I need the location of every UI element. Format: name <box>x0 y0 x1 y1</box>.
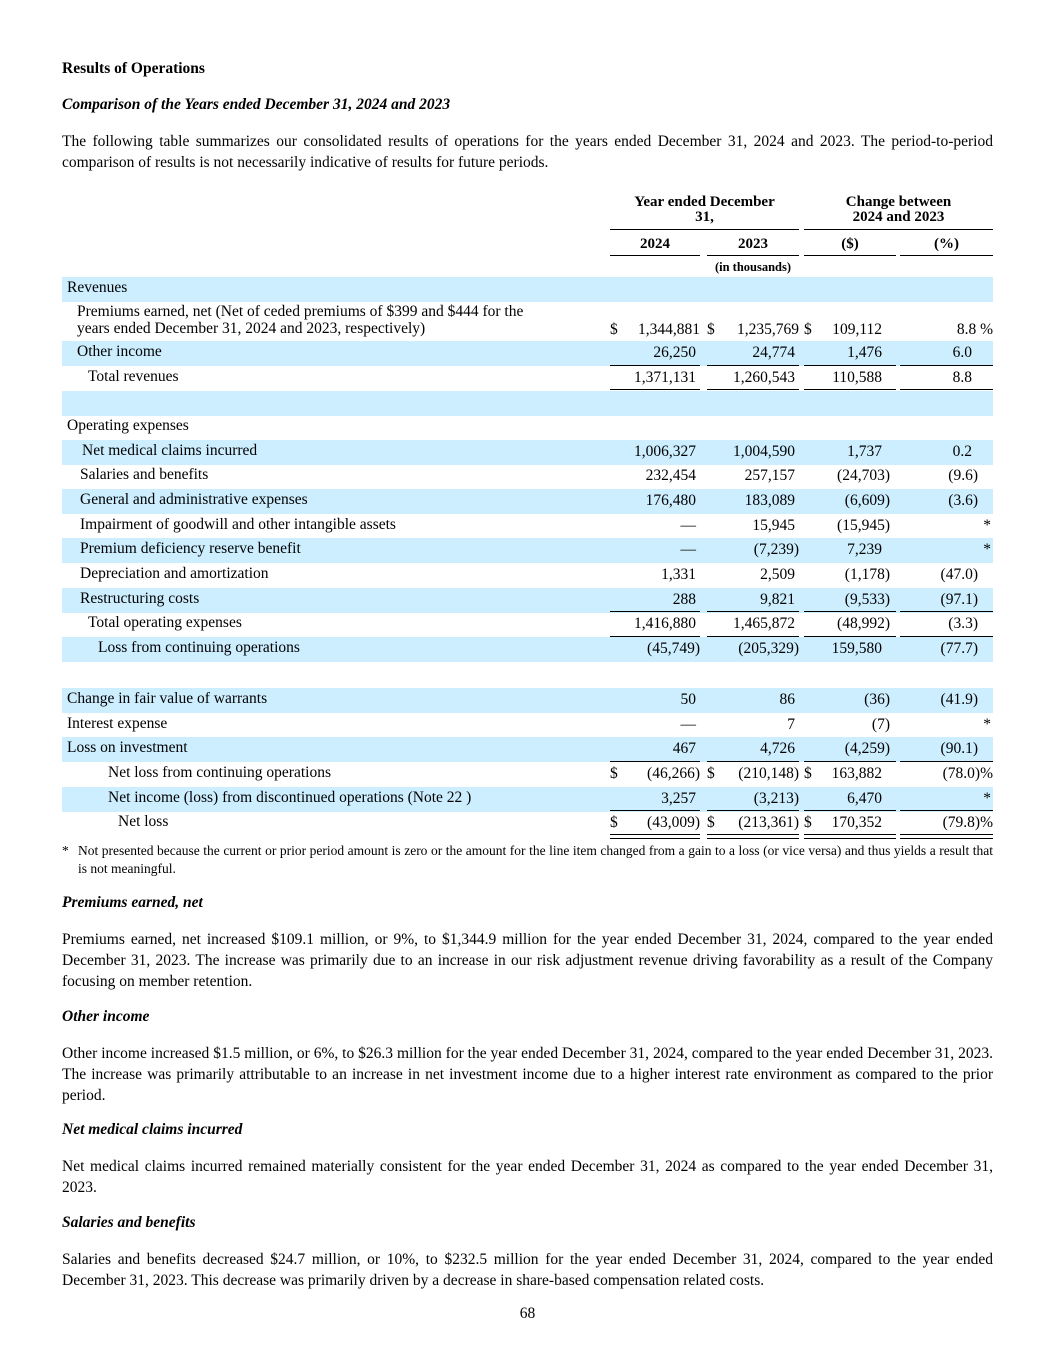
table-row-total-revenues <box>62 366 993 391</box>
section-body-premiums: Premiums earned, net increased $109.1 million, or 9%, to $1,344.9 million for the year ended December 31, 2024, compared to the year ended December 31, 2023. The increase was primarily due to an increase in our risk adjustment revenue driving favorability as a result of the Company focusing on member retention. <box>62 931 993 990</box>
table-row-impairment <box>62 514 993 539</box>
section-body-other-income: Other income increased $1.5 million, or 6%, to $26.3 million for the year ended December 31, 2024, compared to the year ended December 31, 2023. The increase was primarily attributable to an increase in net investment income due to a higher interest rate environment as compared to the prior period. <box>62 1045 993 1104</box>
total-rule <box>610 389 700 390</box>
grand-total-double-rule <box>900 834 993 839</box>
row-label: Loss on investment <box>67 739 188 756</box>
row-label: Loss from continuing operations <box>98 639 300 656</box>
cell-percent: 8.8 <box>952 369 972 386</box>
cell-2024: 288 <box>672 591 696 608</box>
table-row-depreciation <box>62 563 993 588</box>
table-row-total-operating-expenses <box>62 612 993 637</box>
table-row-loss-on-investment <box>62 737 993 762</box>
total-rule <box>804 389 896 390</box>
cell-2024: (45,749) <box>647 640 700 657</box>
cell-value: (213,361) <box>738 814 799 831</box>
subsection-title: Comparison of the Years ended December 31, 2024 and 2023 <box>62 96 451 113</box>
cell-change: (7) <box>871 716 890 733</box>
row-label: Impairment of goodwill and other intangible assets <box>80 516 396 533</box>
cell-2023: (3,213) <box>753 790 799 807</box>
cell-percent: (79.8)% <box>942 814 993 831</box>
table-row-discontinued-ops <box>62 787 993 812</box>
cell-change: 7,239 <box>847 541 882 558</box>
cell-2024: 1,331 <box>661 566 696 583</box>
row-label-line1: Premiums earned, net (Net of ceded premiums of $399 and $444 for the <box>77 303 524 320</box>
cell-value: 1,235,769 <box>737 321 799 338</box>
section-body-net-medical-claims: Net medical claims incurred remained materially consistent for the year ended December 31, 2024 as compared to the year ended December 31, 2023. <box>62 1158 993 1196</box>
cell-percent: 8.8 % <box>956 321 993 338</box>
cell-2023: 15,945 <box>752 517 795 534</box>
header-year-ended-line2: 31, <box>695 209 714 225</box>
cell-2023: 1,004,590 <box>733 443 795 460</box>
cell-2023: 9,821 <box>760 591 795 608</box>
cell-2023: (205,329) <box>738 640 799 657</box>
row-label: Depreciation and amortization <box>80 565 269 582</box>
table-row-net-loss-continuing-ops <box>62 762 993 787</box>
grand-total-double-rule <box>610 834 700 839</box>
cell-2024: — <box>680 716 696 733</box>
header-year-ended <box>610 195 799 225</box>
table-row-spacer <box>62 391 993 416</box>
cell-2024: 467 <box>672 740 696 757</box>
cell-2023: 183,089 <box>744 492 795 509</box>
col-header-2023: 2023 <box>738 236 768 252</box>
header-change <box>804 195 993 225</box>
cell-2024: 1,371,131 <box>634 369 696 386</box>
cell-2024: 1,006,327 <box>634 443 696 460</box>
cell-2023: 24,774 <box>752 344 795 361</box>
header-rule <box>900 255 993 256</box>
row-label: Net medical claims incurred <box>82 442 258 459</box>
cell-change: (4,259) <box>844 740 890 757</box>
cell-percent: * <box>983 541 991 558</box>
intro-paragraph: The following table summarizes our consolidated results of operations for the years ended December 31, 2024 and 2023. The period-to-period comparison of results is not necessarily indicative of results for future periods. <box>62 133 993 171</box>
cell-2024: — <box>680 541 696 558</box>
row-label: Change in fair value of warrants <box>67 690 268 707</box>
cell-2024: 3,257 <box>661 790 696 807</box>
cell-change: 159,580 <box>831 640 882 657</box>
currency-symbol: $ <box>804 321 812 338</box>
row-label: Revenues <box>67 279 128 296</box>
cell-change: (24,703) <box>837 467 890 484</box>
cell-2023: 1,260,543 <box>733 369 795 386</box>
cell-percent: * <box>983 716 991 733</box>
row-label <box>77 303 523 337</box>
table-row-warrants <box>62 688 993 713</box>
cell-2023: 1,465,872 <box>733 615 795 632</box>
row-label: Net loss <box>118 813 169 830</box>
table-footnote <box>62 842 993 878</box>
header-rule <box>610 229 799 230</box>
currency-symbol: $ <box>610 765 618 782</box>
row-label: Total operating expenses <box>88 614 242 631</box>
page-number: 68 <box>519 1305 536 1322</box>
total-rule <box>900 389 993 390</box>
cell-change: (15,945) <box>837 517 890 534</box>
cell-value: (43,009) <box>647 814 700 831</box>
table-row-loss-continuing-ops <box>62 637 993 662</box>
cell-2023 <box>707 321 799 339</box>
cell-change: (36) <box>864 691 890 708</box>
units-note: (in thousands) <box>714 260 792 274</box>
cell-percent: 6.0 <box>952 344 972 361</box>
col-header-change-percent: (%) <box>934 236 959 252</box>
cell-change: (9,533) <box>844 591 890 608</box>
row-label: General and administrative expenses <box>80 491 308 508</box>
cell-2024 <box>610 814 700 832</box>
cell-2023: 257,157 <box>744 467 795 484</box>
table-row-restructuring <box>62 588 993 613</box>
currency-symbol: $ <box>707 765 715 782</box>
cell-2023: (7,239) <box>753 541 799 558</box>
total-rule <box>707 389 799 390</box>
cell-2023 <box>707 765 799 783</box>
section-heading-other-income: Other income <box>62 1008 150 1025</box>
cell-2023: 7 <box>787 716 795 733</box>
cell-value: 170,352 <box>831 814 882 831</box>
cell-percent: (97.1) <box>940 591 978 608</box>
row-label: Other income <box>77 343 162 360</box>
section-heading-salaries: Salaries and benefits <box>62 1214 196 1231</box>
row-label: Net income (loss) from discontinued operations (Note 22 ) <box>108 789 472 806</box>
cell-percent: (90.1) <box>940 740 978 757</box>
table-row-premium-deficiency <box>62 538 993 563</box>
header-rule <box>707 255 799 256</box>
currency-symbol: $ <box>804 814 812 831</box>
table-row-interest-expense <box>62 713 993 738</box>
grand-total-double-rule <box>707 834 799 839</box>
grand-total-double-rule <box>804 834 896 839</box>
section-heading-premiums: Premiums earned, net <box>62 894 203 911</box>
cell-2024: 1,416,880 <box>634 615 696 632</box>
cell-2023 <box>707 814 799 832</box>
cell-percent: (3.3) <box>948 615 978 632</box>
currency-symbol: $ <box>707 814 715 831</box>
header-change-line1: Change between <box>845 194 952 210</box>
table-row-premiums-earned <box>62 302 993 341</box>
col-header-2024: 2024 <box>640 236 670 252</box>
row-label: Operating expenses <box>67 417 189 434</box>
header-rule <box>804 229 993 230</box>
cell-value: 109,112 <box>832 321 882 338</box>
cell-change: 1,476 <box>847 344 882 361</box>
row-label: Interest expense <box>67 715 168 732</box>
cell-percent: (41.9) <box>940 691 978 708</box>
cell-percent: (3.6) <box>948 492 978 509</box>
table-row-net-medical-claims <box>62 440 993 465</box>
footnote-marker: * <box>62 843 69 858</box>
cell-2024: 176,480 <box>645 492 696 509</box>
cell-change: 110,588 <box>832 369 882 386</box>
cell-change <box>804 814 896 832</box>
cell-percent: (9.6) <box>948 467 978 484</box>
cell-2024: 50 <box>680 691 696 708</box>
table-row-general-admin <box>62 489 993 514</box>
cell-change: (48,992) <box>837 615 890 632</box>
cell-change: (1,178) <box>844 566 890 583</box>
cell-2023: 86 <box>779 691 795 708</box>
currency-symbol: $ <box>804 765 812 782</box>
section-body-salaries: Salaries and benefits decreased $24.7 million, or 10%, to $232.5 million for the year ended December 31, 2024, compared to the year ended December 31, 2023. This decrease was primarily driven by a decrease in share-based compensation related costs. <box>62 1251 993 1289</box>
cell-change <box>804 321 896 339</box>
cell-value: (210,148) <box>738 765 799 782</box>
cell-value: 1,344,881 <box>638 321 700 338</box>
header-year-ended-line1: Year ended December <box>634 194 775 210</box>
cell-2024: 232,454 <box>645 467 696 484</box>
section-heading-net-medical-claims: Net medical claims incurred <box>62 1121 243 1138</box>
currency-symbol: $ <box>610 321 618 338</box>
currency-symbol: $ <box>707 321 715 338</box>
table-row-other-income <box>62 341 993 366</box>
footnote-text: Not presented because the current or prior period amount is zero or the amount for the line item changed from a gain to a loss (or vice versa) and thus yields a result that is not meaningful. <box>78 843 993 876</box>
table-row-salaries-benefits <box>62 464 993 489</box>
cell-percent: (78.0)% <box>942 765 993 782</box>
cell-percent: (77.7) <box>940 640 978 657</box>
table-row-net-loss <box>62 811 993 836</box>
cell-change: 6,470 <box>847 790 882 807</box>
row-label: Total revenues <box>88 368 179 385</box>
cell-2024: — <box>680 517 696 534</box>
row-label: Net loss from continuing operations <box>108 764 331 781</box>
header-rule <box>804 255 896 256</box>
cell-percent: (47.0) <box>940 566 978 583</box>
row-label: Salaries and benefits <box>80 466 209 483</box>
header-change-line2: 2024 and 2023 <box>852 209 945 225</box>
cell-percent: * <box>983 790 991 807</box>
table-row-revenues <box>62 277 993 302</box>
cell-value: (46,266) <box>647 765 700 782</box>
cell-change: 1,737 <box>847 443 882 460</box>
section-title: Results of Operations <box>62 60 205 77</box>
cell-2024 <box>610 765 700 783</box>
cell-percent: 0.2 <box>952 443 972 460</box>
cell-percent: * <box>983 517 991 534</box>
cell-2023: 4,726 <box>760 740 795 757</box>
table-row-operating-expenses-heading <box>62 415 993 440</box>
col-header-change-dollars: ($) <box>841 236 859 252</box>
row-label-line2: years ended December 31, 2024 and 2023, respectively) <box>77 320 426 337</box>
cell-2024 <box>610 321 700 339</box>
cell-2024: 26,250 <box>653 344 696 361</box>
row-label: Premium deficiency reserve benefit <box>80 540 301 557</box>
row-label: Restructuring costs <box>80 590 200 607</box>
cell-change: (6,609) <box>844 492 890 509</box>
cell-value: 163,882 <box>831 765 882 782</box>
cell-change <box>804 765 896 783</box>
cell-2023: 2,509 <box>760 566 795 583</box>
header-rule <box>610 255 700 256</box>
currency-symbol: $ <box>610 814 618 831</box>
